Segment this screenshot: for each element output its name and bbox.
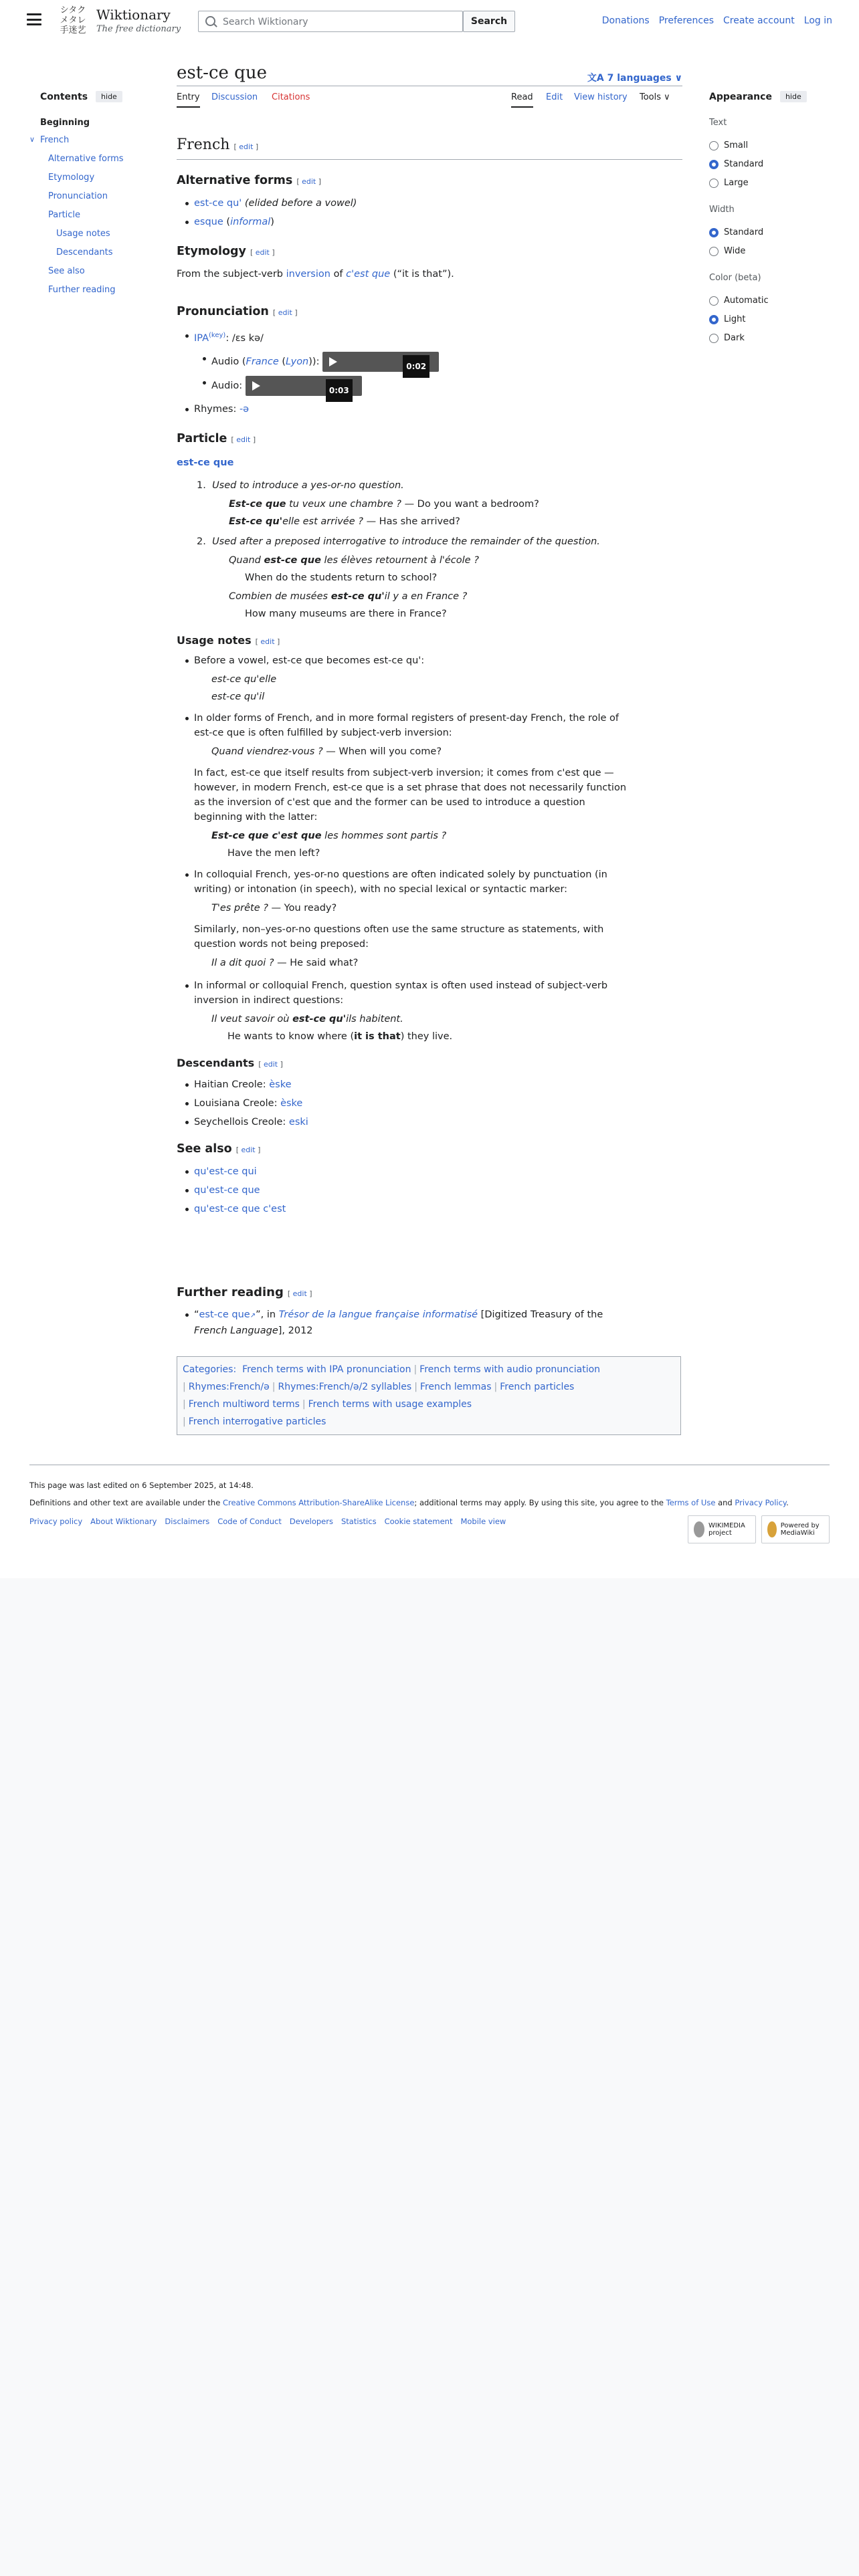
text-size-standard[interactable] [709, 159, 763, 169]
definition-2: 2. Used after a preposed interrogative to introduce the remainder of the question. [197, 536, 600, 547]
ipa-key-link[interactable]: (key) [209, 332, 226, 339]
radio[interactable] [709, 160, 719, 169]
tab-discussion[interactable]: Discussion [211, 92, 258, 102]
ex-translation: — Has she arrived? [366, 516, 460, 527]
edit-link[interactable]: [ edit ] [272, 308, 298, 317]
text: and [718, 1498, 733, 1507]
cest-que-link[interactable]: c'est que [346, 269, 391, 280]
language-selector[interactable]: 文A 7 languages ∨ [587, 73, 682, 84]
further-reading-item-cont [194, 1324, 313, 1337]
audio-duration: 0:02 [403, 355, 430, 378]
further-reading-item: “est-ce que↗”, in Trésor de la langue française informatisé [Digitized Treasury of the [194, 1308, 603, 1323]
heading-french-text: French [177, 136, 230, 153]
heading-text: Descendants [177, 1057, 255, 1069]
ex-text: ils habitent. [346, 1014, 403, 1025]
usage-example: est-ce qu'il [211, 691, 265, 702]
edit-link[interactable]: [ edit ] [231, 435, 256, 444]
ex-bold: Est-ce que c'est que [211, 831, 322, 841]
footer-link[interactable]: Code of Conduct [217, 1517, 282, 1526]
see-also-link[interactable]: qu'est-ce que [194, 1185, 260, 1196]
toc-item-french[interactable]: French [40, 135, 70, 145]
usage-example [229, 498, 539, 511]
ex-translation: — When will you come? [326, 746, 442, 757]
tab-edit[interactable]: Edit [546, 92, 563, 102]
wordmark-tagline: The free dictionary [96, 24, 181, 34]
radio[interactable] [709, 247, 719, 256]
desc-lang: Haitian Creole: [194, 1079, 266, 1090]
category-link[interactable]: French interrogative particles [188, 1416, 326, 1427]
edit-link[interactable]: [ edit ] [296, 177, 322, 186]
site-header [0, 0, 859, 47]
footer-link[interactable]: Privacy policy [29, 1517, 83, 1526]
heading-alternative-forms [177, 174, 321, 187]
usage-example [229, 554, 479, 567]
title-bar [177, 60, 682, 87]
audio-player[interactable] [322, 352, 439, 372]
wiktionary-logo[interactable]: シタク メタレ 手迷艺 [60, 5, 86, 35]
categories-box: Categories: French terms with IPA pronunciation | French terms with audio pronunciation | Rhymes:French/ə | Rhymes:French/ə/2 syllables | French lemmas | French particles | French multiword terms | French terms with usage examples | French interrogative particles [177, 1356, 681, 1435]
edit-label: edit [264, 1060, 278, 1069]
color-dark[interactable] [709, 333, 745, 343]
wordmark[interactable] [96, 7, 181, 34]
appearance-header [709, 91, 836, 102]
table-of-contents [29, 91, 154, 295]
usage-note-2: In older forms of French, and in more formal registers of present-day French, the role of [194, 713, 619, 724]
list-item [194, 1078, 292, 1091]
usage-note-6: In informal or colloquial French, question syntax is often used instead of subject-verb [194, 980, 608, 991]
badge-text: Powered by MediaWiki [780, 1522, 820, 1537]
ex-text: ) they live. [400, 1031, 453, 1042]
option-label: Large [724, 178, 749, 188]
toc-hide-button[interactable]: hide [96, 91, 122, 102]
appearance-panel [709, 91, 836, 343]
category-link[interactable]: French lemmas [419, 1382, 492, 1392]
headword[interactable]: est-ce que [177, 457, 234, 468]
desc-link[interactable]: èske [280, 1098, 303, 1109]
ex-translation: When do the students return to school? [245, 572, 438, 583]
usage-note-5-cont: question words not being preposed: [194, 939, 369, 950]
category-link[interactable]: French terms with audio pronunciation [419, 1364, 601, 1375]
toc-item-usage-notes[interactable]: Usage notes [56, 229, 110, 239]
ex-text: He wants to know where ( [227, 1031, 355, 1042]
wikimedia-badge[interactable] [688, 1515, 756, 1543]
user-links [602, 15, 832, 26]
footer-link[interactable]: Statistics [341, 1517, 377, 1526]
usage-note-1: Before a vowel, est-ce que becomes est-ce qu': [194, 655, 425, 666]
privacy-policy-link[interactable]: Privacy Policy [735, 1498, 787, 1507]
category-link[interactable]: French terms with IPA pronunciation [242, 1364, 411, 1375]
ex-text: elle est arrivée ? [282, 516, 363, 527]
ex-text: les élèves retournent à l'école ? [324, 555, 479, 566]
search-button[interactable]: Search [463, 11, 515, 32]
edit-label: edit [278, 308, 292, 317]
usage-example [211, 745, 442, 758]
usage-note-4-cont: writing) or intonation (in speech), with no special lexical or syntactic marker: [194, 884, 568, 895]
option-label: Dark [724, 333, 745, 343]
ex-text: Combien de musées [229, 591, 328, 602]
tab-citations[interactable]: Citations [272, 92, 310, 102]
text: , in [260, 1309, 276, 1320]
heading-pronunciation [177, 305, 298, 318]
lyon-link[interactable]: Lyon [286, 356, 309, 367]
tab-view-history[interactable]: View history [574, 92, 628, 102]
ex-text: Quand viendrez-vous ? [211, 746, 323, 757]
heading-usage-notes [177, 634, 280, 647]
heading-text: Further reading [177, 1285, 284, 1299]
usage-example [229, 590, 467, 603]
usage-note-2-cont: est-ce que is often fulfilled by subject-verb inversion: [194, 728, 452, 738]
ex-translation: How many museums are there in France? [245, 609, 447, 619]
ex-text: tu veux une chambre ? [289, 499, 401, 510]
color-automatic[interactable] [709, 296, 769, 306]
option-label: Wide [724, 246, 746, 256]
text-size-small[interactable] [709, 140, 748, 150]
width-label: Width [709, 205, 735, 215]
ex-text: Quand [229, 555, 261, 566]
radio[interactable] [709, 315, 719, 324]
ex-text: il y a en France ? [384, 591, 468, 602]
color-label: Color (beta) [709, 273, 761, 283]
ex-bold: Est-ce qu' [229, 516, 283, 527]
text: ], 2012 [278, 1325, 313, 1336]
wikimedia-icon [694, 1521, 704, 1537]
search-box [198, 11, 463, 32]
terms-link[interactable]: Terms of Use [666, 1498, 716, 1507]
text-size-large[interactable] [709, 178, 749, 188]
ex-text: Il veut savoir où [211, 1014, 290, 1025]
category-link[interactable]: French particles [500, 1382, 575, 1392]
footer-link[interactable]: Cookie statement [384, 1517, 453, 1526]
heading-text: Alternative forms [177, 174, 293, 187]
text: ; additional terms may apply. By using this site, you agree to the [414, 1498, 664, 1507]
heading-text: Usage notes [177, 634, 252, 647]
footer-links [29, 1517, 506, 1526]
log-in-link[interactable]: Log in [803, 15, 832, 26]
edit-link[interactable]: [ edit ] [255, 637, 280, 646]
rhymes-link[interactable]: -ə [239, 404, 250, 415]
radio[interactable] [709, 228, 719, 237]
text: From the subject-verb [177, 269, 284, 280]
category-link[interactable]: French terms with usage examples [308, 1399, 472, 1410]
option-label: Automatic [724, 296, 769, 306]
ex-translation: — You ready? [271, 903, 337, 914]
edit-link[interactable]: [ edit ] [258, 1060, 283, 1069]
heading-text: See also [177, 1142, 232, 1156]
play-icon[interactable] [252, 381, 260, 391]
text: French Language [194, 1325, 278, 1336]
desc-lang: Seychellois Creole: [194, 1117, 286, 1128]
list-item: Audio (France (Lyon)): 0:02 [211, 352, 439, 372]
tab-read[interactable]: Read [511, 92, 533, 108]
radio[interactable] [709, 334, 719, 343]
toc-item-pronunciation[interactable]: Pronunciation [48, 191, 108, 201]
def-text: Used to introduce a yes-or-no question. [212, 480, 404, 491]
ipa-link[interactable]: IPA [194, 332, 209, 344]
audio-duration: 0:03 [326, 379, 353, 402]
text: [Digitized Treasury of the [480, 1309, 603, 1320]
toc-item-further-reading[interactable]: Further reading [48, 285, 116, 295]
tab-entry[interactable]: Entry [177, 92, 200, 108]
usage-example: est-ce qu'elle [211, 674, 277, 685]
tab-tools[interactable]: Tools ∨ [640, 92, 670, 102]
alt-form-link[interactable]: esque [194, 217, 223, 227]
wordmark-title: Wiktionary [96, 7, 171, 23]
category-link[interactable]: French multiword terms [188, 1399, 300, 1410]
option-label: Standard [724, 227, 764, 237]
list-item [194, 329, 264, 345]
edit-label: edit [302, 177, 316, 186]
audio-label: Audio: [211, 381, 243, 391]
ex-bold: it is that [354, 1031, 401, 1042]
option-label: Light [724, 314, 746, 324]
edit-label: edit [255, 248, 270, 257]
tlfi-link[interactable]: est-ce que [199, 1309, 250, 1320]
definition-1: 1. Used to introduce a yes-or-no question. [197, 480, 404, 491]
toc-item-descendants[interactable]: Descendants [56, 247, 113, 257]
heading-french [177, 136, 258, 153]
france-link[interactable]: France [246, 356, 279, 367]
ex-text: les hommes sont partis ? [324, 831, 447, 841]
def-text: Used after a preposed interrogative to introduce the remainder of the question. [212, 536, 600, 547]
edit-link[interactable]: [ edit ] [235, 1146, 261, 1154]
heading-etymology [177, 245, 275, 258]
desc-link[interactable]: èske [269, 1079, 292, 1090]
usage-note-3-cont: beginning with the latter: [194, 812, 318, 823]
search-input[interactable] [221, 14, 452, 30]
edit-link[interactable]: [ edit ] [287, 1289, 312, 1298]
usage-example [229, 515, 460, 528]
ex-bold: est-ce qu' [292, 1014, 347, 1025]
list-item [194, 1115, 308, 1129]
paren: ( [226, 217, 231, 227]
ex-text: Il a dit quoi ? [211, 958, 274, 968]
create-account-link[interactable]: Create account [723, 15, 795, 26]
usage-example [211, 956, 358, 970]
category-link[interactable]: Rhymes:French/ə/2 syllables [278, 1382, 412, 1392]
usage-example [211, 901, 337, 915]
search-icon [205, 16, 215, 26]
edit-label: edit [241, 1146, 256, 1154]
heading-see-also [177, 1142, 260, 1156]
usage-note-4: In colloquial French, yes-or-no questions are often indicated solely by punctuation (in [194, 869, 607, 880]
ex-translation: Have the men left? [227, 848, 320, 859]
chevron-down-icon[interactable]: ∨ [29, 135, 35, 144]
appearance-hide-button[interactable]: hide [780, 91, 807, 102]
audio-player[interactable] [246, 376, 362, 396]
heading-text: Pronunciation [177, 305, 269, 318]
paren: ) [270, 217, 274, 227]
color-light[interactable] [709, 314, 745, 324]
rhymes-label: Rhymes: [194, 404, 237, 415]
mediawiki-badge[interactable] [761, 1515, 830, 1543]
languages-label: 7 languages [607, 73, 672, 84]
tools-label: Tools [640, 92, 662, 102]
etymology-text [177, 267, 454, 281]
toc-title: Contents [40, 91, 88, 102]
alt-form-note: (elided before a vowel) [244, 198, 357, 209]
tlfi-title-link[interactable]: Trésor de la langue française informatisé [278, 1309, 478, 1320]
edit-link[interactable]: [ edit ] [233, 142, 259, 151]
see-also-link[interactable]: qu'est-ce qui [194, 1166, 257, 1177]
radio[interactable] [709, 141, 719, 150]
text-size-label: Text [709, 118, 727, 128]
width-standard[interactable] [709, 227, 763, 237]
external-link-icon: ↗ [250, 1312, 256, 1319]
edit-label: edit [260, 637, 275, 646]
informal-link[interactable]: informal [230, 217, 271, 227]
list-item [194, 403, 249, 416]
play-icon[interactable] [329, 357, 337, 366]
usage-example [211, 1012, 403, 1026]
category-link[interactable]: Rhymes:French/ə [188, 1382, 270, 1392]
paren: )): [308, 356, 320, 367]
preferences-link[interactable]: Preferences [658, 15, 714, 26]
toc-item-see-also[interactable]: See also [48, 266, 85, 276]
desc-link[interactable]: eski [288, 1117, 308, 1128]
toc-item-particle[interactable]: Particle [48, 210, 81, 220]
ipa-value: : /ɛs kə/ [225, 332, 264, 344]
appearance-title: Appearance [709, 91, 772, 102]
list-item [211, 376, 362, 396]
edit-label: edit [236, 435, 251, 444]
toc-item-alternative-forms[interactable]: Alternative forms [48, 154, 124, 164]
text: of [333, 269, 343, 280]
desc-lang: Louisiana Creole: [194, 1098, 278, 1109]
usage-note-3-cont: as the inversion of c'est que and the former can be used to introduce a question [194, 797, 585, 808]
ex-translation: — He said what? [277, 958, 359, 968]
badge-text: WIKIMEDIA project [708, 1522, 745, 1537]
alt-form-link[interactable]: est-ce qu' [194, 198, 242, 209]
heading-further-reading [177, 1285, 312, 1299]
categories-label[interactable]: Categories: [183, 1364, 237, 1375]
heading-divider [177, 159, 682, 160]
usage-example [211, 829, 446, 843]
ex-bold: est-ce que [264, 555, 321, 566]
option-label: Standard [724, 159, 764, 169]
license-text: Definitions and other text are available under the Creative Commons Attribution-ShareAlike License; additional terms may apply. By using this site, you agree to the Terms of Use and Privacy Policy. [29, 1498, 789, 1507]
audio-label: Audio ( [211, 356, 246, 367]
mediawiki-icon [767, 1521, 777, 1537]
list-item [194, 1097, 302, 1110]
heading-particle [177, 432, 256, 445]
last-edited: This page was last edited on 6 September 2025, at 14:48. [29, 1481, 254, 1490]
edit-label: edit [239, 142, 254, 151]
footer-link[interactable]: Disclaimers [165, 1517, 210, 1526]
text: Definitions and other text are available under the [29, 1498, 221, 1507]
ex-text: T'es prête ? [211, 903, 268, 914]
list-item [194, 197, 357, 210]
heading-text: Etymology [177, 245, 246, 258]
heading-text: Particle [177, 432, 227, 445]
ex-bold: est-ce qu' [330, 591, 385, 602]
ex-bold: Est-ce que [229, 499, 286, 510]
ex-translation: — Do you want a bedroom? [404, 499, 539, 510]
toc-item-etymology[interactable]: Etymology [48, 173, 95, 183]
usage-note-5: Similarly, non–yes-or-no questions often use the same structure as statements, with [194, 924, 604, 935]
page-title: est-ce que [177, 63, 267, 83]
toc-item-beginning[interactable]: Beginning [40, 118, 90, 128]
width-wide[interactable] [709, 246, 745, 256]
footer-link[interactable]: Developers [289, 1517, 333, 1526]
usage-note-3: In fact, est-ce que itself results from subject-verb inversion; it comes from c'est que — [194, 768, 614, 778]
list-item [194, 215, 274, 229]
footer-link[interactable]: About Wiktionary [90, 1517, 157, 1526]
see-also-link[interactable]: qu'est-ce que c'est [194, 1204, 286, 1214]
footer-link[interactable]: Mobile view [460, 1517, 506, 1526]
option-label: Small [724, 140, 749, 150]
radio[interactable] [709, 179, 719, 188]
main-menu-icon[interactable] [27, 13, 41, 25]
heading-descendants [177, 1057, 283, 1069]
toc-header [40, 91, 154, 102]
translate-icon: 文A [587, 73, 607, 84]
donations-link[interactable]: Donations [601, 15, 650, 26]
usage-note-3-cont: however, in modern French, est-ce que is a set phrase that does not necessarily function [194, 782, 627, 793]
ex-translation [227, 1030, 452, 1043]
radio[interactable] [709, 296, 719, 306]
license-link[interactable]: Creative Commons Attribution-ShareAlike License [222, 1498, 415, 1507]
edit-label: edit [292, 1289, 307, 1298]
usage-note-6-cont: inversion in indirect questions: [194, 995, 344, 1006]
edit-link[interactable]: [ edit ] [250, 248, 275, 257]
text: (“it is that”). [393, 269, 454, 280]
inversion-link[interactable]: inversion [286, 269, 330, 280]
